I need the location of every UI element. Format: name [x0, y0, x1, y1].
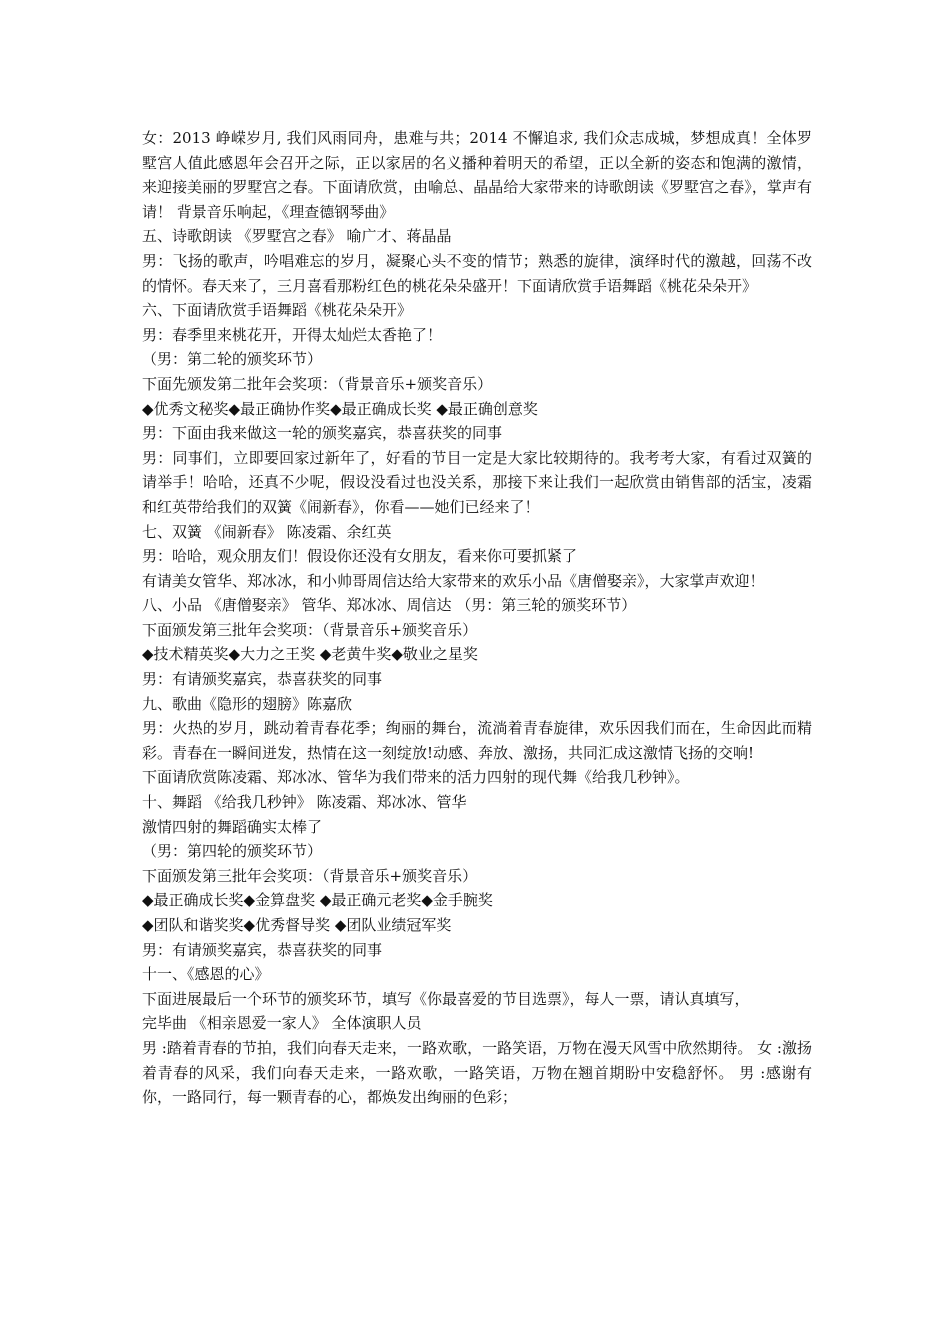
paragraph-closing-dialogue: 男 :踏着青春的节拍，我们向春天走来，一路欢歌，一路笑语，万物在漫天风雪中欣然期待。 女 :激扬着青春的风采，我们向春天走来，一路欢歌，一路笑语，万物在翘首期盼中安稳舒怀。 男 :感谢有你，一路同行，每一颗青春的心，都焕发出绚丽的色彩； — [142, 1038, 812, 1107]
awards-batch-4-intro: 下面颁发第三批年会奖项：（背景音乐+颁奖音乐） — [142, 866, 478, 885]
document-body — [142, 126, 812, 1110]
program-item-10: 十、舞蹈 《给我几秒钟》 陈凌霜、郑冰冰、管华 — [142, 793, 467, 812]
awards-batch-3-list: ◆技术精英奖◆大力之王奖 ◆老黄牛奖◆敬业之星奖 — [142, 645, 478, 664]
paragraph-male-presenter-3: 男：有请颁奖嘉宾，恭喜获奖的同事 — [142, 940, 383, 959]
awards-batch-2-list: ◆优秀文秘奖◆最正确协作奖◆最正确成长奖 ◆最正确创意奖 — [142, 399, 538, 418]
paragraph-male-intro-dance: 男：飞扬的歌声，吟唱难忘的岁月，凝聚心头不变的情节；熟悉的旋律，演绎时代的激越，回荡不改的情怀。春天来了，三月喜看那粉红色的桃花朵朵盛开！下面请欣赏手语舞蹈《桃花朵朵开》 — [142, 251, 812, 295]
paragraph-skit-intro: 有请美女管华、郑冰冰，和小帅哥周信达给大家带来的欢乐小品《唐僧娶亲》，大家掌声欢迎！ — [142, 571, 765, 590]
paragraph-opening-female: 女：2013 峥嵘岁月, 我们风雨同舟，患难与共；2014 不懈追求, 我们众志成城，梦想成真！全体罗墅宫人值此感恩年会召开之际，正以家居的名义播种着明天的希望，正以全新的姿态和饱满的激情，来迎接美丽的罗墅宫之春。下面请欣赏，由喻总、晶晶给大家带来的诗歌朗读《罗墅宫之春》，掌声有请！ 背景音乐响起，《理查德钢琴曲》 — [142, 129, 812, 221]
awards-batch-3-intro: 下面颁发第三批年会奖项：（背景音乐+颁奖音乐） — [142, 620, 478, 639]
paragraph-male-shuanghuang-intro: 男：同事们，立即要回家过新年了，好看的节目一定是大家比较期待的。我考考大家，有看过双簧的请举手！哈哈，还真不少呢，假设没看过也没关系，那接下来让我们一起欣赏由销售部的活宝，凌霜和红英带给我们的双簧《闹新春》，你看——她们已经来了！ — [142, 448, 812, 516]
program-item-5: 五、诗歌朗读 《罗墅宫之春》 喻广才、蒋晶晶 — [142, 227, 452, 246]
program-item-11: 十一、《感恩的心》 — [142, 965, 270, 984]
paragraph-male-presenter: 男：下面由我来做这一轮的颁奖嘉宾，恭喜获奖的同事 — [142, 424, 503, 443]
awards-batch-4-list-a: ◆最正确成长奖◆金算盘奖 ◆最正确元老奖◆金手腕奖 — [142, 891, 493, 910]
round-4-note: （男：第四轮的颁奖环节） — [142, 842, 323, 861]
program-item-6: 六、下面请欣赏手语舞蹈《桃花朵朵开》 — [142, 301, 413, 320]
paragraph-dance-praise: 激情四射的舞蹈确实太棒了 — [142, 817, 323, 836]
paragraph-male-youth: 男：火热的岁月，跳动着青春花季；绚丽的舞台，流淌着青春旋律，欢乐因我们而在，生命因此而精彩。青春在一瞬间迸发，热情在这一刻绽放!动感、奔放、激扬，共同汇成这激情飞扬的交响! — [142, 719, 812, 762]
round-2-note: （男：第二轮的颁奖环节） — [142, 350, 323, 369]
program-item-9: 九、歌曲《隐形的翅膀》陈嘉欣 — [142, 694, 353, 713]
paragraph-male-audience: 男：哈哈，观众朋友们！假设你还没有女朋友，看来你可要抓紧了 — [142, 547, 578, 566]
program-finale: 完毕曲 《相亲恩爱一家人》 全体演职人员 — [142, 1014, 422, 1033]
paragraph-male-presenter-2: 男：有请颁奖嘉宾，恭喜获奖的同事 — [142, 670, 383, 689]
paragraph-dance-intro: 下面请欣赏陈凌霜、郑冰冰、管华为我们带来的活力四射的现代舞《给我几秒钟》。 — [142, 768, 690, 787]
paragraph-vote-intro: 下面进展最后一个环节的颁奖环节，填写《你最喜爱的节目选票》，每人一票，请认真填写， — [142, 989, 750, 1008]
paragraph-male-peach: 男：春季里来桃花开，开得太灿烂太香艳了！ — [142, 325, 443, 344]
program-item-7: 七、双簧 《闹新春》 陈凌霜、余红英 — [142, 522, 392, 541]
awards-batch-4-list-b: ◆团队和谐奖奖◆优秀督导奖 ◆团队业绩冠军奖 — [142, 916, 452, 934]
awards-batch-2-intro: 下面先颁发第二批年会奖项：（背景音乐+颁奖音乐） — [142, 374, 493, 393]
program-item-8: 八、小品 《唐僧娶亲》 管华、郑冰冰、周信达 （男：第三轮的颁奖环节） — [142, 596, 637, 615]
